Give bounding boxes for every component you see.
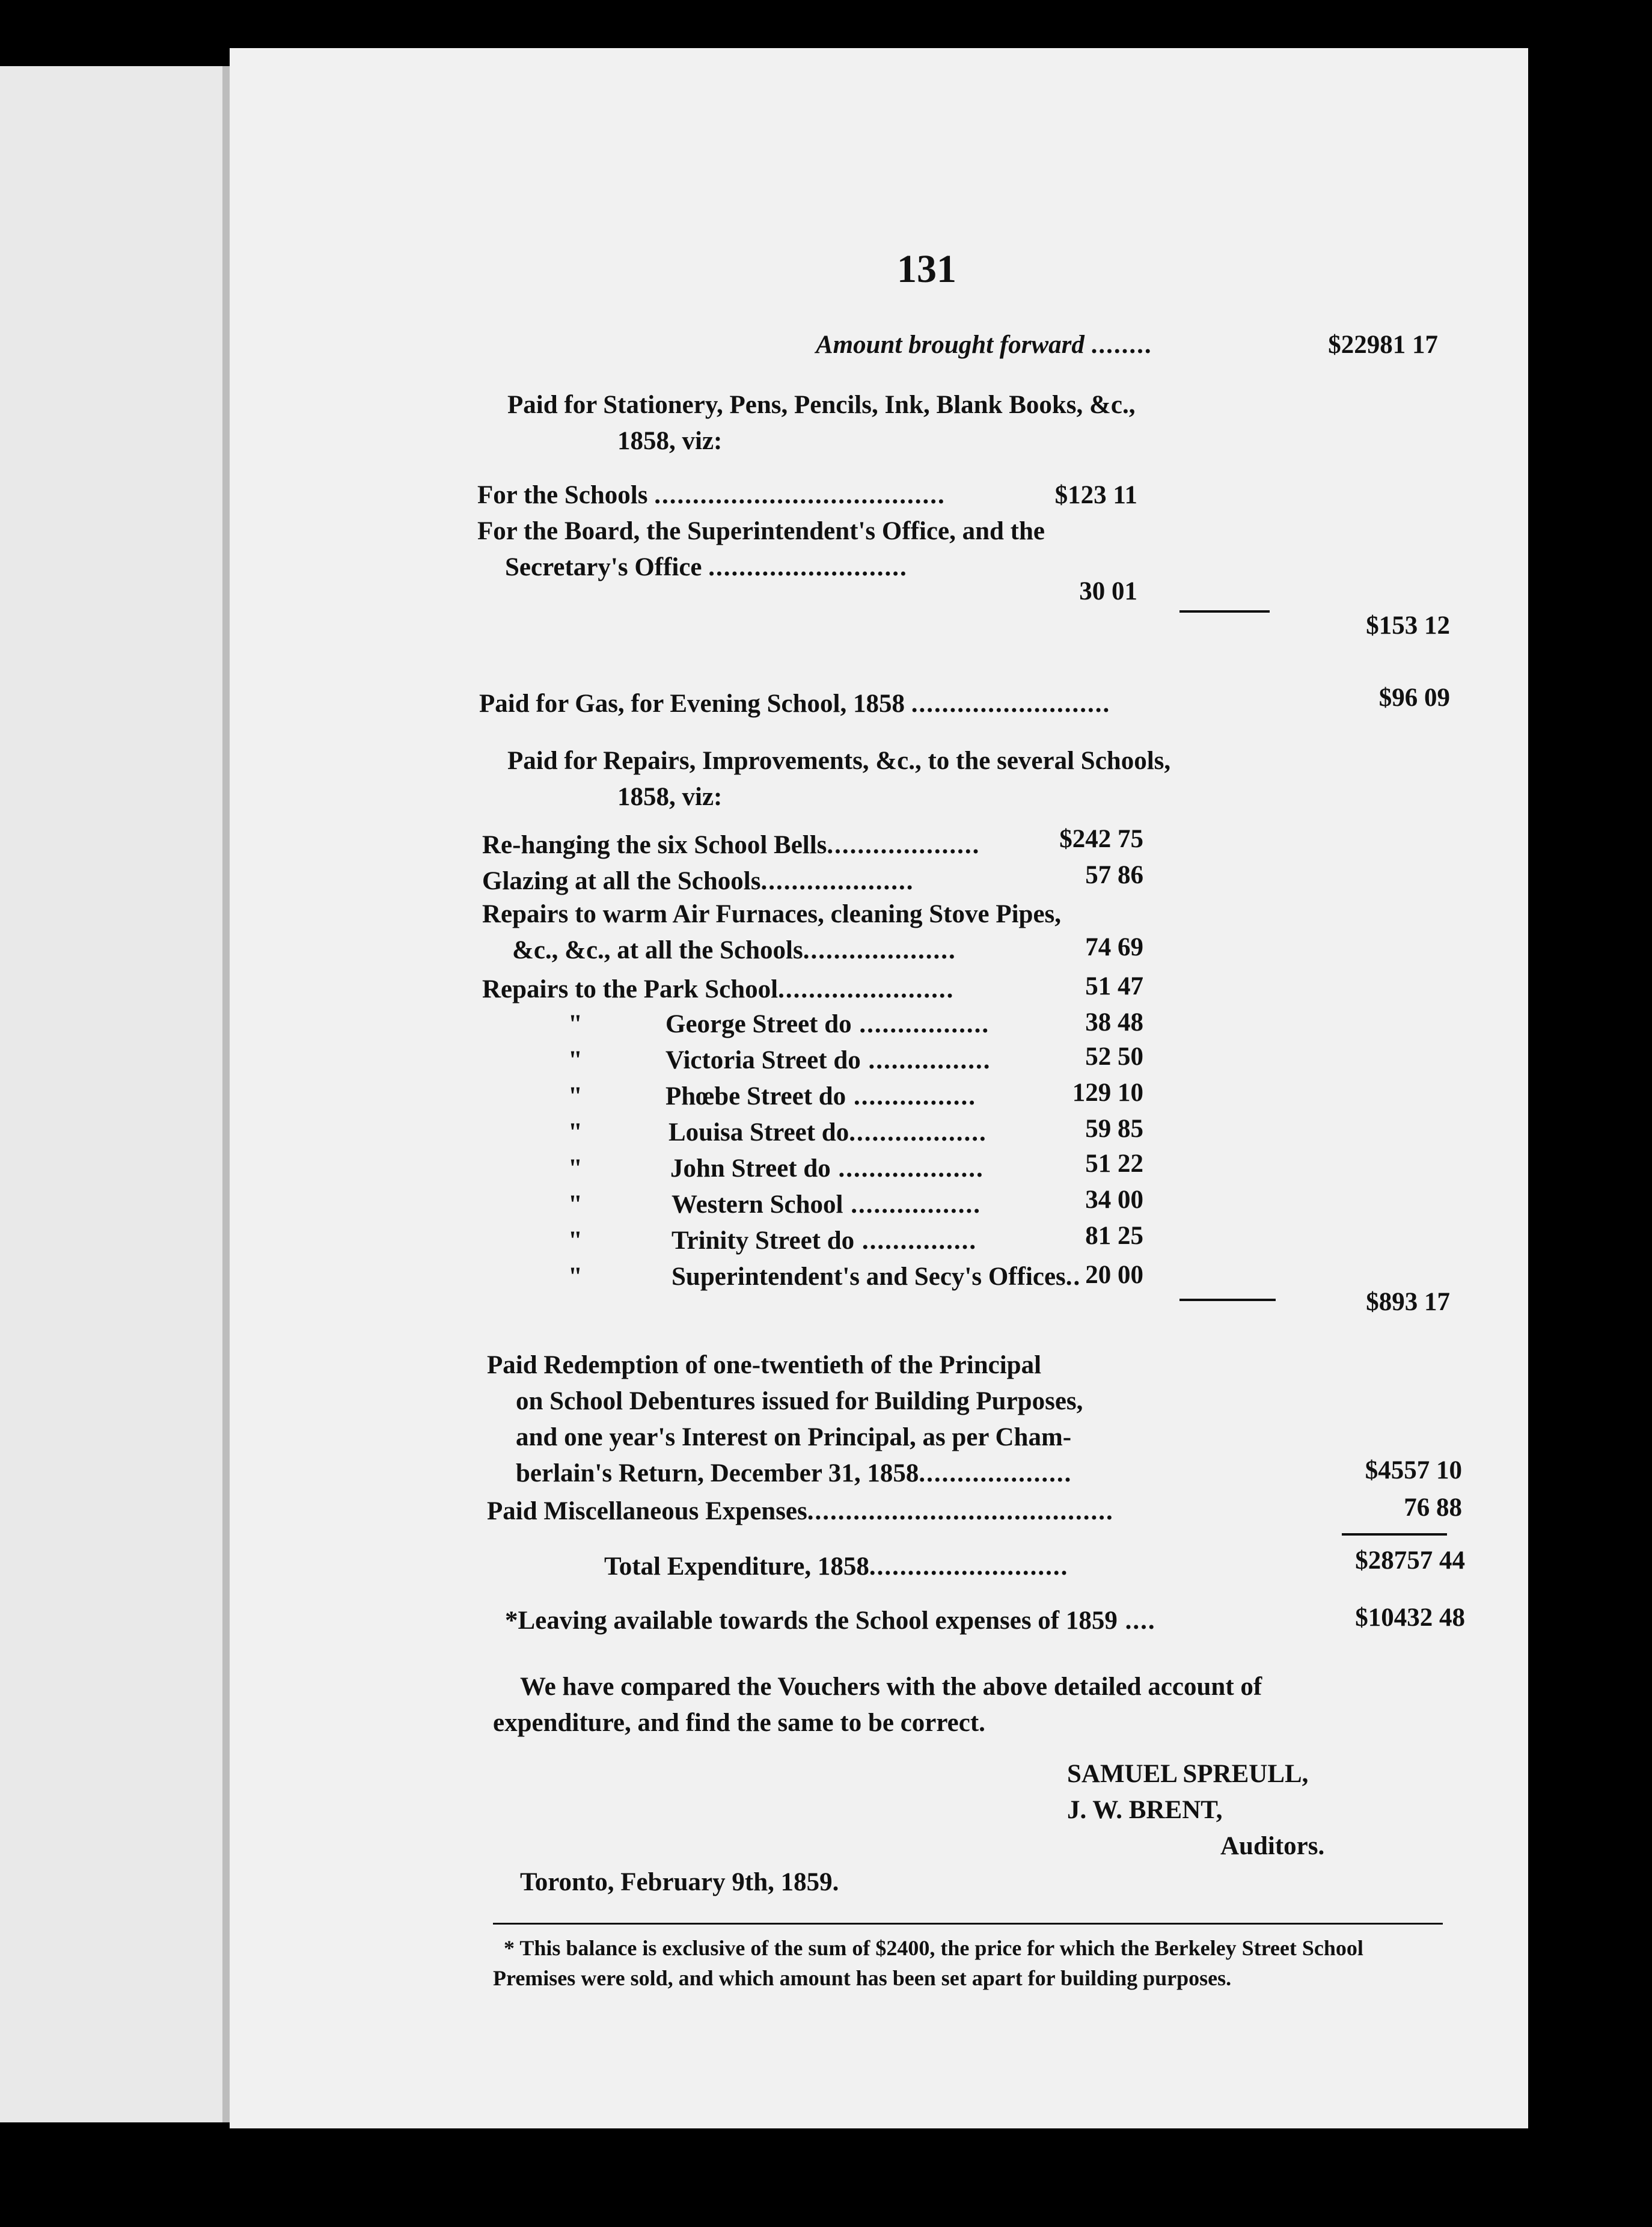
- repair-label: Trinity Street do: [672, 1227, 855, 1255]
- repair-amount: 51 22: [1085, 1150, 1143, 1178]
- auditor-name-2: J. W. BRENT,: [1067, 1796, 1223, 1824]
- leader-dots: ..........................: [911, 690, 1111, 718]
- ditto-mark: ": [568, 1010, 583, 1038]
- ditto-mark: ": [568, 1082, 583, 1110]
- stationery-schools-amount: $123 11: [1054, 481, 1137, 509]
- repairs-heading: Paid for Repairs, Improvements, &c., to the several Schools,: [507, 747, 1171, 775]
- redemption-amount: $4557 10: [1365, 1456, 1462, 1484]
- ditto-mark: ": [568, 1227, 583, 1255]
- misc-amount: 76 88: [1404, 1493, 1462, 1522]
- footnote-rule: [493, 1923, 1443, 1925]
- repair-amount: 129 10: [1072, 1079, 1143, 1107]
- repair-label: Re-hanging the six School Bells: [482, 831, 827, 859]
- leader-dots: .................: [843, 1190, 981, 1219]
- auditors-title: Auditors.: [1220, 1832, 1325, 1860]
- repair-label: Superintendent's and Secy's Offices: [672, 1263, 1066, 1291]
- stationery-total: $153 12: [1366, 611, 1450, 640]
- leader-dots: ..: [1065, 1263, 1081, 1291]
- subtotal-rule: [1179, 610, 1270, 613]
- repair-label: &c., &c., at all the Schools: [512, 936, 803, 964]
- misc-row: [487, 1496, 1114, 1527]
- stationery-heading: Paid for Stationery, Pens, Pencils, Ink, Blank Books, &c.,: [507, 391, 1136, 419]
- repair-row: [482, 830, 980, 861]
- repair-label: John Street do: [670, 1154, 831, 1183]
- ditto-mark: ": [568, 1263, 583, 1291]
- leader-dots: ....................: [760, 867, 914, 895]
- repair-label: Repairs to the Park School: [482, 975, 779, 1003]
- repair-row: [672, 1189, 981, 1221]
- repair-amount: 81 25: [1085, 1222, 1143, 1250]
- repair-label: George Street do: [665, 1010, 852, 1038]
- leader-dots: ....................: [919, 1459, 1072, 1487]
- repairs-total: $893 17: [1366, 1288, 1450, 1316]
- leader-dots: ..........................: [708, 553, 908, 581]
- repair-amount: 20 00: [1085, 1261, 1143, 1289]
- leader-dots: ..........................: [869, 1552, 1069, 1581]
- statement-line1: We have compared the Vouchers with the above detailed account of: [520, 1673, 1262, 1701]
- repair-row-line1: Repairs to warm Air Furnaces, cleaning Stove Pipes,: [482, 900, 1062, 928]
- total-rule: [1342, 1533, 1447, 1536]
- stationery-board-line1: For the Board, the Superintendent's Office, and the: [477, 517, 1045, 545]
- stationery-schools-label: For the Schools: [477, 481, 648, 509]
- repair-amount: 59 85: [1085, 1115, 1143, 1143]
- redemption-line3: and one year's Interest on Principal, as per Cham-: [516, 1423, 1072, 1451]
- total-expenditure-label: Total Expenditure, 1858: [604, 1552, 869, 1581]
- repair-row: [482, 866, 914, 897]
- book-gutter: [222, 66, 230, 2122]
- redemption-line2: on School Debentures issued for Building Purposes,: [516, 1387, 1083, 1415]
- ditto-mark: ": [568, 1118, 583, 1147]
- gas-label: Paid for Gas, for Evening School, 1858: [479, 690, 905, 718]
- repair-amount: 74 69: [1085, 933, 1143, 961]
- repair-row: [672, 1261, 1081, 1293]
- total-expenditure-amount: $28757 44: [1355, 1546, 1465, 1575]
- leader-dots: ...................: [830, 1154, 984, 1183]
- repair-row: [670, 1153, 984, 1184]
- repair-row: [665, 1081, 976, 1112]
- repair-amount: 57 86: [1085, 861, 1143, 889]
- leader-dots: ....: [1117, 1607, 1156, 1635]
- repair-row: [668, 1117, 987, 1148]
- leader-dots: .................: [851, 1010, 990, 1038]
- repair-amount: 34 00: [1085, 1186, 1143, 1214]
- repair-row: [672, 1225, 977, 1257]
- repair-row: [482, 974, 954, 1005]
- ditto-mark: ": [568, 1190, 583, 1219]
- stationery-board-label: Secretary's Office: [505, 553, 702, 581]
- gas-amount: $96 09: [1378, 684, 1450, 712]
- repair-label: Glazing at all the Schools: [482, 867, 761, 895]
- leader-dots: ..................: [849, 1118, 987, 1147]
- repair-amount: 52 50: [1085, 1043, 1143, 1071]
- leader-dots: .......................: [778, 975, 955, 1003]
- left-page-edge: [0, 66, 225, 2122]
- leader-dots: ......................................: [654, 481, 946, 509]
- leaving-label: *Leaving available towards the School expenses of 1859: [505, 1607, 1118, 1635]
- stationery-board-amount: 30 01: [1079, 577, 1137, 605]
- leader-dots: ....................: [803, 936, 956, 964]
- redemption-row: [516, 1458, 1072, 1489]
- gas-row: [479, 688, 1110, 720]
- brought-forward-amount: $22981 17: [1328, 331, 1438, 359]
- ditto-mark: ": [568, 1154, 583, 1183]
- repair-label: Phœbe Street do: [665, 1082, 846, 1110]
- ditto-mark: ": [568, 1046, 583, 1074]
- misc-label: Paid Miscellaneous Expenses: [487, 1497, 807, 1525]
- repair-label: Louisa Street do: [668, 1118, 849, 1147]
- leader-dots: ........: [1091, 331, 1152, 359]
- stationery-heading-viz: 1858, viz:: [617, 427, 723, 455]
- repair-label: Western School: [672, 1190, 843, 1219]
- leader-dots: ...............: [854, 1227, 977, 1255]
- leaving-amount: $10432 48: [1355, 1604, 1465, 1632]
- leader-dots: ........................................: [807, 1497, 1114, 1525]
- total-expenditure-row: [604, 1551, 1068, 1582]
- repair-row: [512, 935, 956, 966]
- repair-amount: 38 48: [1085, 1008, 1143, 1037]
- repair-row: [665, 1009, 990, 1040]
- brought-forward-label: Amount brought forward: [816, 331, 1085, 359]
- subtotal-rule: [1179, 1299, 1276, 1301]
- stationery-board-row: [505, 552, 908, 583]
- footnote: * This balance is exclusive of the sum of $2400, the price for which the Berkeley Street School Premises were sold, and which amount has been set apart for building purposes.: [493, 1936, 1363, 1990]
- brought-forward-row: [816, 329, 1152, 361]
- repair-label: Victoria Street do: [665, 1046, 861, 1074]
- leader-dots: ....................: [827, 831, 980, 859]
- stationery-schools-row: [477, 480, 946, 511]
- page-number: 131: [897, 247, 956, 291]
- place-date: Toronto, February 9th, 1859.: [520, 1868, 839, 1896]
- auditor-name-1: SAMUEL SPREULL,: [1067, 1760, 1309, 1788]
- repair-amount: $242 75: [1059, 825, 1143, 853]
- statement-line2: expenditure, and find the same to be correct.: [493, 1709, 985, 1737]
- repair-row: [665, 1045, 991, 1076]
- redemption-line1: Paid Redemption of one-twentieth of the Principal: [487, 1351, 1042, 1379]
- leader-dots: ................: [860, 1046, 991, 1074]
- redemption-label: berlain's Return, December 31, 1858: [516, 1459, 919, 1487]
- document-page: [230, 48, 1528, 2128]
- leader-dots: ................: [846, 1082, 976, 1110]
- repair-amount: 51 47: [1085, 972, 1143, 1000]
- repairs-heading-viz: 1858, viz:: [617, 783, 723, 811]
- leaving-row: [505, 1605, 1156, 1637]
